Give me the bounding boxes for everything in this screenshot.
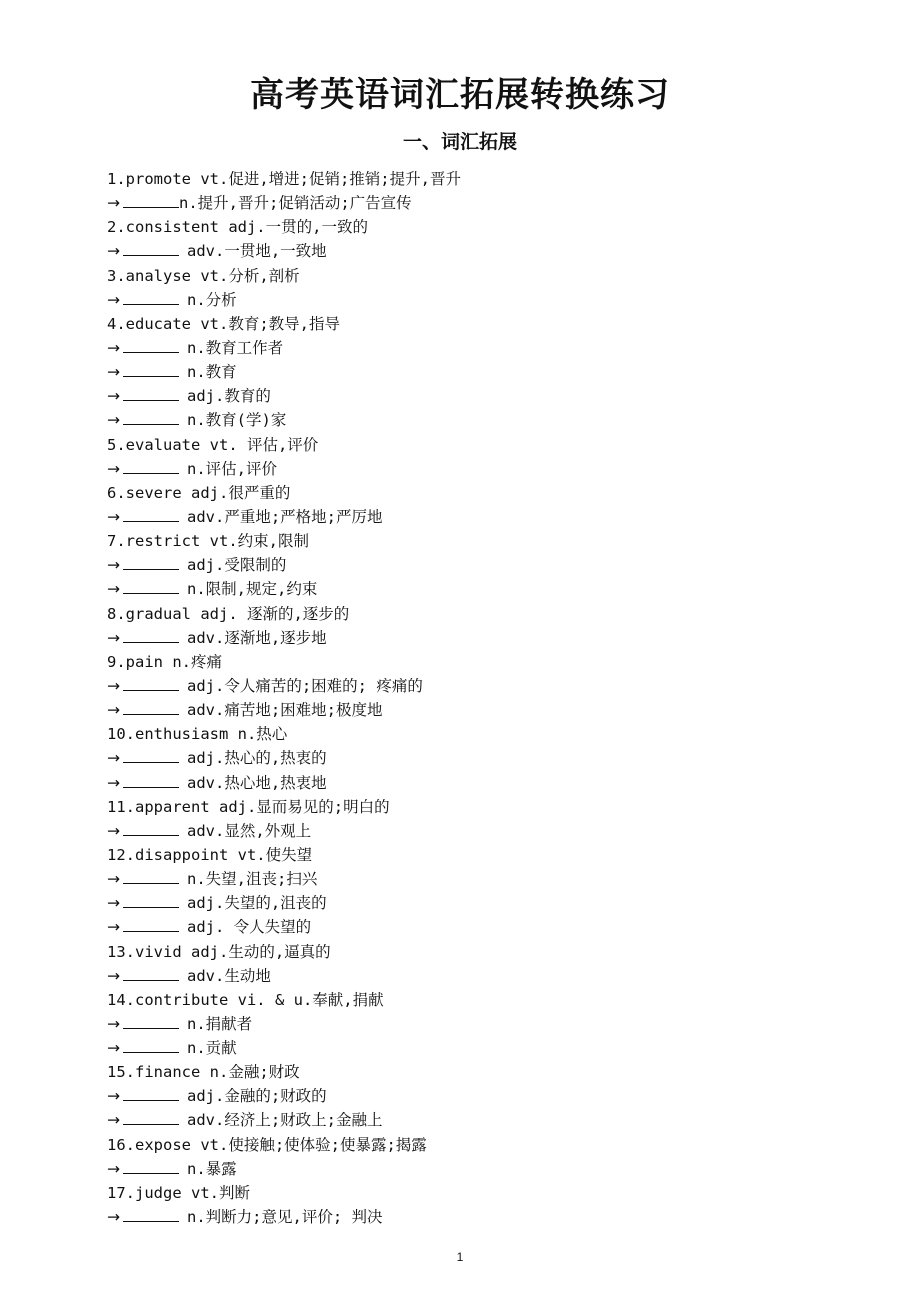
answer-blank[interactable] (123, 240, 179, 256)
derivative-definition: adj.教育的 (187, 387, 271, 406)
vocab-derivative (107, 1157, 867, 1181)
arrow-icon: → (107, 1014, 120, 1033)
derivative-definition: adj.失望的,沮丧的 (187, 894, 327, 913)
derivative-definition: n.分析 (187, 290, 237, 309)
vocab-derivative (107, 1012, 867, 1036)
vocab-derivative (107, 674, 867, 698)
answer-blank[interactable] (123, 868, 179, 884)
derivative-definition: adj.令人痛苦的;困难的; 疼痛的 (187, 676, 423, 695)
arrow-icon: → (107, 676, 120, 695)
vocab-list (107, 167, 867, 1229)
derivative-definition: n.判断力;意见,评价; 判决 (187, 1208, 383, 1227)
answer-blank[interactable] (123, 965, 179, 981)
vocab-headword: 7.restrict vt.约束,限制 (107, 532, 309, 551)
arrow-icon: → (107, 821, 120, 840)
arrow-icon: → (107, 242, 120, 261)
vocab-derivative (107, 867, 867, 891)
vocab-headword: 4.educate vt.教育;教导,指导 (107, 314, 340, 333)
derivative-definition: adv.热心地,热衷地 (187, 773, 327, 792)
vocab-derivative (107, 746, 867, 770)
arrow-icon: → (107, 459, 120, 478)
answer-blank[interactable] (123, 1037, 179, 1053)
vocab-headword: 1.promote vt.促进,增进;促销;推销;提升,晋升 (107, 170, 461, 188)
vocab-derivative (107, 336, 867, 360)
arrow-icon: → (107, 628, 120, 647)
derivative-definition: n.暴露 (187, 1159, 237, 1178)
section-title: 一、词汇拓展 (402, 131, 517, 153)
vocab-derivative (107, 1108, 867, 1132)
vocab-derivative (107, 191, 867, 215)
vocab-derivative (107, 1036, 867, 1060)
answer-blank[interactable] (123, 361, 179, 377)
derivative-definition: adv.严重地;严格地;严厉地 (187, 507, 383, 526)
vocab-derivative (107, 819, 867, 843)
arrow-icon: → (107, 1039, 120, 1058)
arrow-icon: → (107, 749, 120, 768)
answer-blank[interactable] (123, 458, 179, 474)
answer-blank[interactable] (123, 627, 179, 643)
vocab-headword: 13.vivid adj.生动的,逼真的 (107, 942, 331, 961)
answer-blank[interactable] (123, 192, 179, 208)
arrow-icon: → (107, 773, 120, 792)
vocab-derivative (107, 360, 867, 384)
vocab-derivative (107, 1084, 867, 1108)
arrow-icon: → (107, 290, 120, 309)
arrow-icon: → (107, 556, 120, 575)
arrow-icon: → (107, 580, 120, 599)
vocab-derivative (107, 1205, 867, 1229)
derivative-definition: n.评估,评价 (187, 459, 277, 478)
derivative-definition: adv.逐渐地,逐步地 (187, 628, 327, 647)
vocab-headword: 9.pain n.疼痛 (107, 652, 222, 671)
vocab-derivative (107, 577, 867, 601)
derivative-definition: n.教育 (187, 363, 237, 382)
arrow-icon: → (107, 894, 120, 913)
arrow-icon: → (107, 338, 120, 357)
arrow-icon: → (107, 1111, 120, 1130)
arrow-icon: → (107, 870, 120, 889)
answer-blank[interactable] (123, 675, 179, 691)
page-number: 1 (456, 1250, 464, 1264)
derivative-definition: n.贡献 (187, 1039, 237, 1058)
vocab-derivative (107, 964, 867, 988)
derivative-definition: n.教育(学)家 (187, 411, 287, 430)
answer-blank[interactable] (123, 385, 179, 401)
vocab-headword: 6.severe adj.很严重的 (107, 483, 291, 502)
answer-blank[interactable] (123, 409, 179, 425)
answer-blank[interactable] (123, 554, 179, 570)
arrow-icon: → (107, 966, 120, 985)
answer-blank[interactable] (123, 699, 179, 715)
derivative-definition: n.失望,沮丧;扫兴 (187, 870, 318, 889)
answer-blank[interactable] (123, 337, 179, 353)
derivative-definition: adj.受限制的 (187, 556, 287, 575)
vocab-derivative (107, 408, 867, 432)
derivative-definition: n.提升,晋升;促销活动;广告宣传 (179, 194, 412, 213)
answer-blank[interactable] (123, 1206, 179, 1222)
vocab-derivative (107, 698, 867, 722)
answer-blank[interactable] (123, 747, 179, 763)
page-title: 高考英语词汇拓展转换练习 (250, 75, 670, 115)
vocab-derivative (107, 553, 867, 577)
answer-blank[interactable] (123, 820, 179, 836)
derivative-definition: n.捐献者 (187, 1014, 253, 1033)
vocab-derivative (107, 626, 867, 650)
answer-blank[interactable] (123, 1013, 179, 1029)
arrow-icon: → (107, 194, 120, 213)
vocab-derivative (107, 505, 867, 529)
answer-blank[interactable] (123, 772, 179, 788)
vocab-headword: 3.analyse vt.分析,剖析 (107, 266, 300, 285)
vocab-derivative (107, 384, 867, 408)
vocab-headword: 16.expose vt.使接触;使体验;使暴露;揭露 (107, 1135, 427, 1154)
derivative-definition: n.教育工作者 (187, 338, 284, 357)
arrow-icon: → (107, 363, 120, 382)
vocab-headword: 17.judge vt.判断 (107, 1183, 250, 1202)
vocab-derivative (107, 771, 867, 795)
answer-blank[interactable] (123, 916, 179, 932)
vocab-headword: 12.disappoint vt.使失望 (107, 845, 313, 864)
vocab-headword: 5.evaluate vt. 评估,评价 (107, 435, 319, 454)
answer-blank[interactable] (123, 1158, 179, 1174)
vocab-headword: 2.consistent adj.一贯的,一致的 (107, 218, 368, 237)
derivative-definition: adj. 令人失望的 (187, 918, 312, 937)
arrow-icon: → (107, 918, 120, 937)
arrow-icon: → (107, 1208, 120, 1227)
derivative-definition: adv.生动地 (187, 966, 271, 985)
derivative-definition: adv.显然,外观上 (187, 821, 312, 840)
derivative-definition: adj.热心的,热衷的 (187, 749, 327, 768)
answer-blank[interactable] (123, 506, 179, 522)
derivative-definition: adv.痛苦地;困难地;极度地 (187, 701, 383, 720)
arrow-icon: → (107, 701, 120, 720)
vocab-headword: 11.apparent adj.显而易见的;明白的 (107, 797, 390, 816)
vocab-derivative (107, 915, 867, 939)
answer-blank[interactable] (123, 289, 179, 305)
arrow-icon: → (107, 507, 120, 526)
derivative-definition: adv.经济上;财政上;金融上 (187, 1111, 383, 1130)
vocab-headword: 10.enthusiasm n.热心 (107, 725, 288, 744)
answer-blank[interactable] (123, 1085, 179, 1101)
vocab-derivative (107, 239, 867, 263)
answer-blank[interactable] (123, 1109, 179, 1125)
vocab-derivative (107, 891, 867, 915)
derivative-definition: adj.金融的;财政的 (187, 1087, 327, 1106)
vocab-headword: 15.finance n.金融;财政 (107, 1063, 300, 1082)
derivative-definition: adv.一贯地,一致地 (187, 242, 327, 261)
arrow-icon: → (107, 387, 120, 406)
vocab-derivative (107, 288, 867, 312)
arrow-icon: → (107, 1159, 120, 1178)
answer-blank[interactable] (123, 578, 179, 594)
derivative-definition: n.限制,规定,约束 (187, 580, 318, 599)
vocab-headword: 8.gradual adj. 逐渐的,逐步的 (107, 604, 350, 623)
answer-blank[interactable] (123, 892, 179, 908)
arrow-icon: → (107, 1087, 120, 1106)
arrow-icon: → (107, 411, 120, 430)
vocab-headword: 14.contribute vi. & u.奉献,捐献 (107, 990, 384, 1009)
vocab-derivative (107, 457, 867, 481)
